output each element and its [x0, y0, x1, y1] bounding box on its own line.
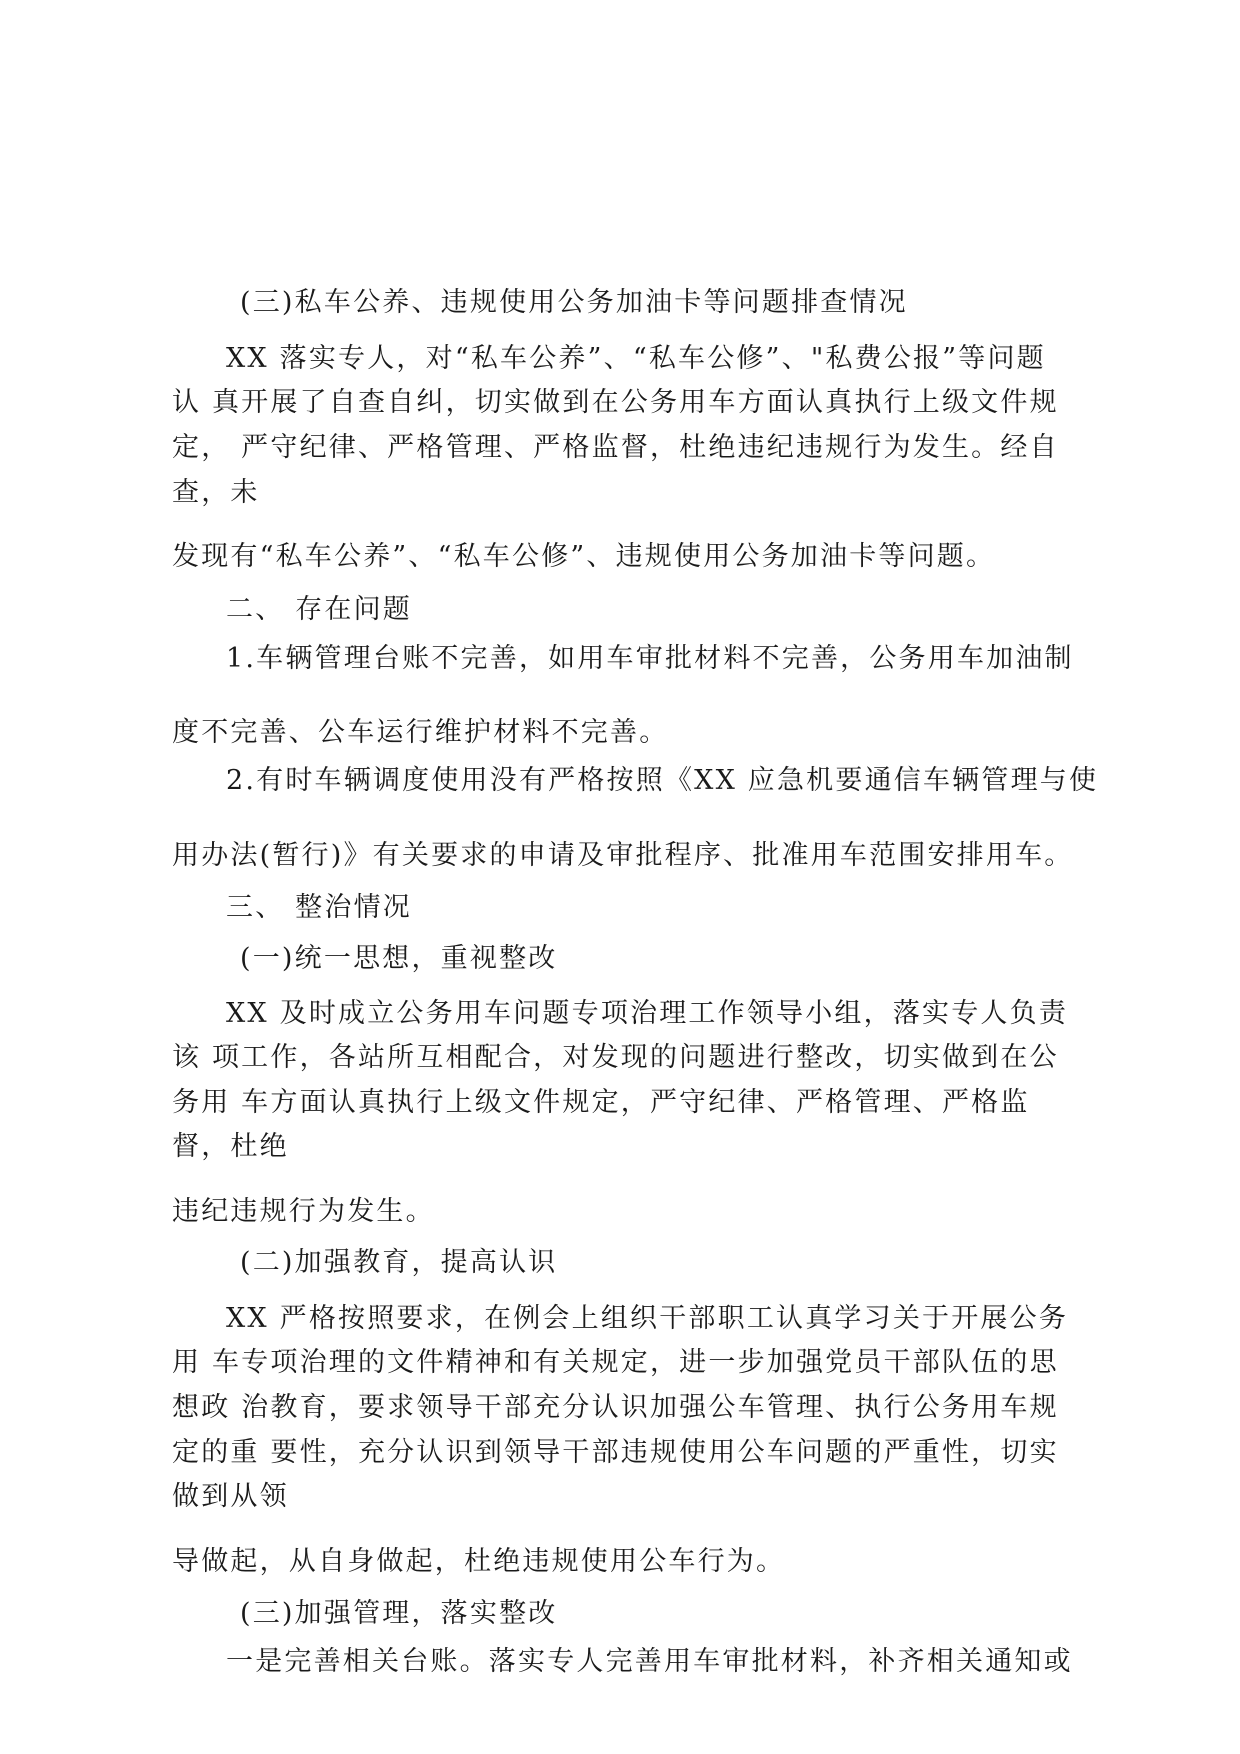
- subsection-heading: (三)加强管理，落实整改: [240, 1598, 558, 1629]
- paragraph-line: 督，杜绝: [172, 1131, 289, 1162]
- paragraph-line: 度不完善、公车运行维护材料不完善。: [172, 717, 669, 748]
- paragraph-line: 2.有时车辆调度使用没有严格按照《XX 应急机要通信车辆管理与使: [226, 765, 1099, 796]
- paragraph-line: 一是完善相关台账。落实专人完善用车审批材料，补齐相关通知或: [226, 1646, 1073, 1677]
- paragraph-line: XX 落实专人，对“私车公养”、“私车公修”、"私费公报”等问题: [226, 343, 1046, 374]
- paragraph-line: 1.车辆管理台账不完善，如用车审批材料不完善，公务用车加油制: [226, 643, 1074, 674]
- paragraph-line: 认 真开展了自查自纠，切实做到在公务用车方面认真执行上级文件规: [172, 387, 1059, 418]
- paragraph-line: XX 严格按照要求，在例会上组织干部职工认真学习关于开展公务: [226, 1303, 1069, 1334]
- paragraph-line: 用 车专项治理的文件精神和有关规定，进一步加强党员干部队伍的思: [172, 1347, 1059, 1378]
- paragraph-line: 定， 严守纪律、严格管理、严格监督，杜绝违纪违规行为发生。经自: [172, 432, 1059, 463]
- paragraph-line: 导做起，从自身做起，杜绝违规使用公车行为。: [172, 1546, 786, 1577]
- paragraph-line: XX 及时成立公务用车问题专项治理工作领导小组，落实专人负责: [226, 998, 1069, 1029]
- paragraph-line: 想政 治教育，要求领导干部充分认识加强公车管理、执行公务用车规: [172, 1392, 1059, 1423]
- paragraph-line: 定的重 要性，充分认识到领导干部违规使用公车问题的严重性，切实: [172, 1437, 1059, 1468]
- paragraph-line: 用办法(暂行)》有关要求的申请及审批程序、批准用车范围安排用车。: [172, 840, 1074, 871]
- subsection-heading: (三)私车公养、违规使用公务加油卡等问题排查情况: [240, 287, 908, 318]
- paragraph-line: 违纪违规行为发生。: [172, 1196, 435, 1227]
- paragraph-line: 查，未: [172, 477, 260, 508]
- subsection-heading: (一)统一思想，重视整改: [240, 943, 558, 974]
- subsection-heading: (二)加强教育，提高认识: [240, 1247, 558, 1278]
- paragraph-line: 该 项工作，各站所互相配合，对发现的问题进行整改，切实做到在公: [172, 1042, 1059, 1073]
- section-heading: 二、 存在问题: [226, 594, 412, 625]
- paragraph-line: 发现有“私车公养”、“私车公修”、违规使用公务加油卡等问题。: [172, 541, 996, 572]
- paragraph-line: 务用 车方面认真执行上级文件规定，严守纪律、严格管理、严格监: [172, 1087, 1030, 1118]
- section-heading: 三、 整治情况: [226, 892, 412, 923]
- paragraph-line: 做到从领: [172, 1481, 289, 1512]
